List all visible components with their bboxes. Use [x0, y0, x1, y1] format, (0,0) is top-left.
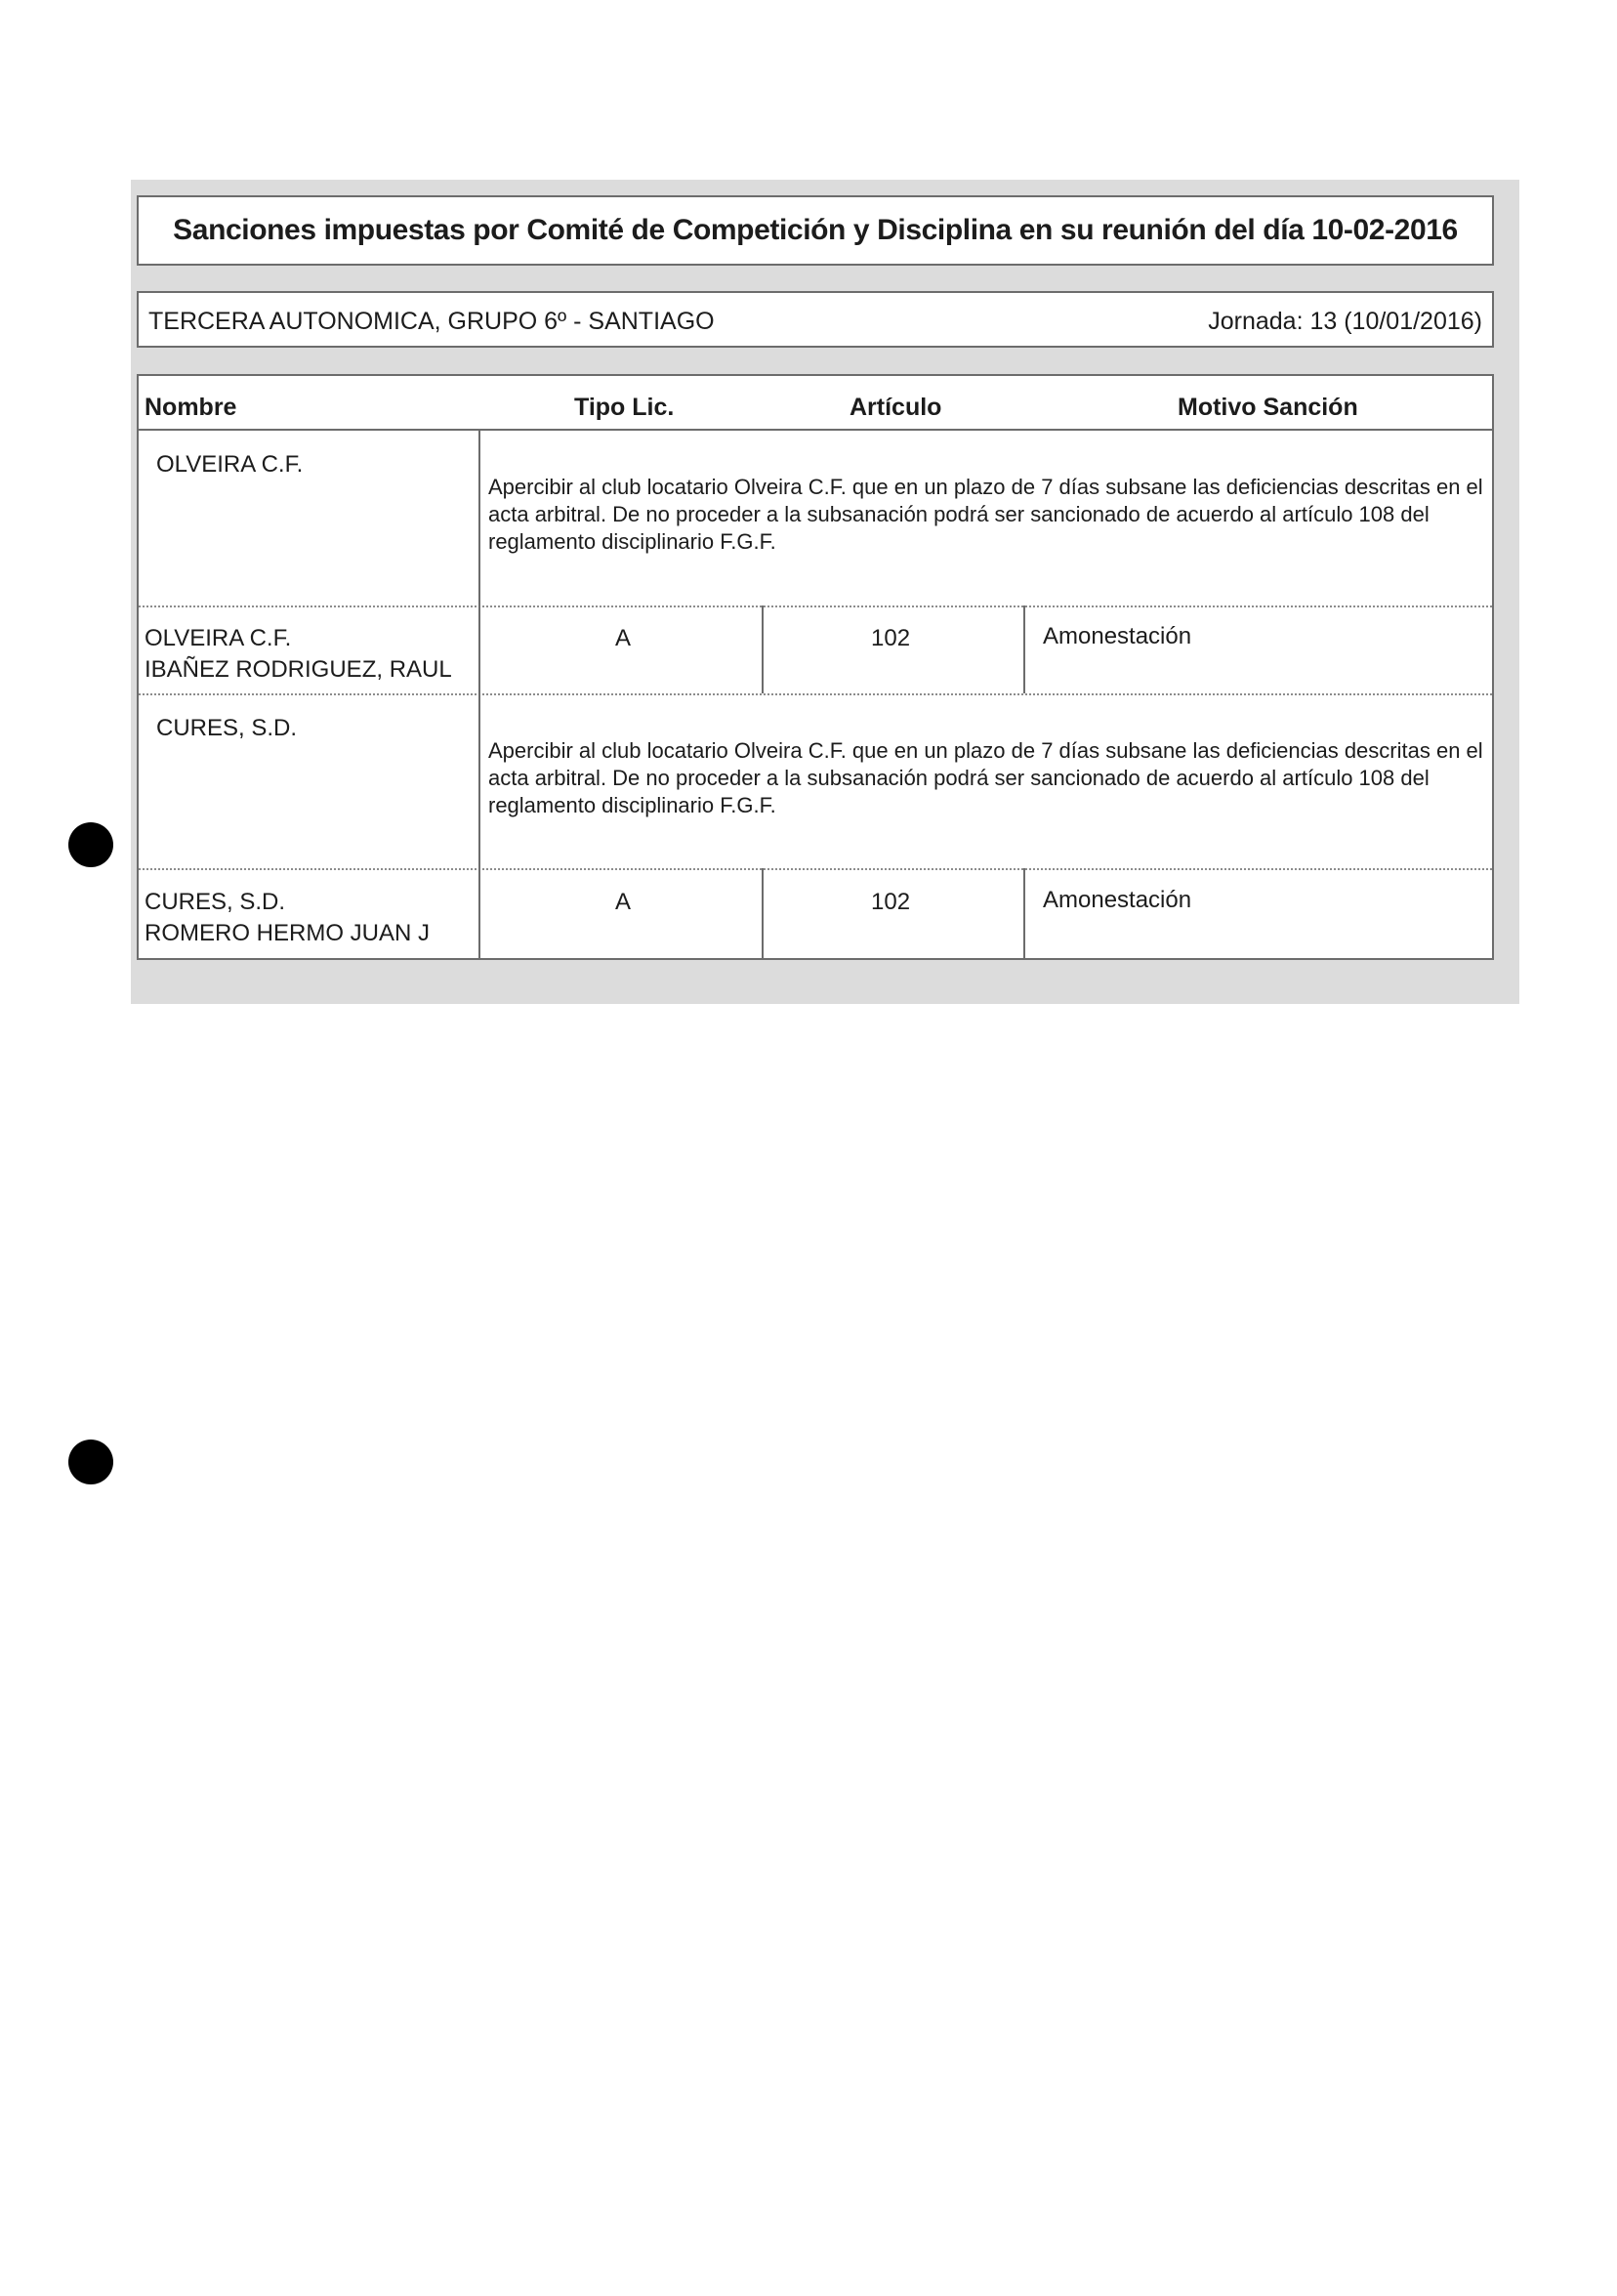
row4-player: ROMERO HERMO JUAN J — [145, 920, 431, 946]
row4-tipo-lic: A — [615, 889, 632, 915]
competition-group: TERCERA AUTONOMICA, GRUPO 6º - SANTIAGO — [148, 308, 715, 335]
row4-club: CURES, S.D. — [145, 889, 286, 915]
row-divider — [139, 693, 1492, 695]
row1-notice-text: Apercibir al club locatario Olveira C.F. que en un plazo de 7 días subsane las deficiencias descritas en el acta arbitral. De no proceder a la subsanación podrá ser sancionado de acuerdo al artículo 108 del reglamento disciplinario F.G.F. — [488, 475, 1483, 554]
column-divider — [1023, 605, 1025, 693]
header-nombre: Nombre — [145, 394, 237, 421]
punch-hole — [68, 822, 113, 867]
row-divider — [139, 605, 1492, 607]
header-tipo-lic: Tipo Lic. — [574, 394, 675, 421]
header-motivo: Motivo Sanción — [1178, 394, 1358, 421]
row2-club: OLVEIRA C.F. — [145, 625, 292, 651]
row2-tipo-lic: A — [615, 625, 632, 651]
column-divider — [762, 605, 764, 693]
competition-header — [137, 291, 1494, 348]
row2-motivo: Amonestación — [1043, 623, 1192, 649]
column-divider — [1023, 868, 1025, 960]
row3-notice-text: Apercibir al club locatario Olveira C.F. que en un plazo de 7 días subsane las deficiencias descritas en el acta arbitral. De no proceder a la subsanación podrá ser sancionado de acuerdo al artículo 108 del reglamento disciplinario F.G.F. — [488, 738, 1483, 817]
column-divider — [478, 429, 480, 960]
column-divider — [762, 868, 764, 960]
competition-jornada: Jornada: 13 (10/01/2016) — [1208, 308, 1482, 335]
header-divider — [139, 429, 1492, 431]
row4-articulo: 102 — [871, 889, 911, 915]
document-title-box — [137, 195, 1494, 266]
row2-player: IBAÑEZ RODRIGUEZ, RAUL — [145, 656, 452, 683]
row1-club: OLVEIRA C.F. — [156, 451, 304, 478]
row4-motivo: Amonestación — [1043, 887, 1192, 913]
row2-articulo: 102 — [871, 625, 911, 651]
document-title: Sanciones impuestas por Comité de Competición y Disciplina en su reunión del día 10-02-2016 — [173, 214, 1458, 246]
sanctions-table — [137, 374, 1494, 960]
punch-hole — [68, 1440, 113, 1484]
header-articulo: Artículo — [850, 394, 942, 421]
row3-club: CURES, S.D. — [156, 715, 298, 741]
row-divider — [139, 868, 1492, 870]
